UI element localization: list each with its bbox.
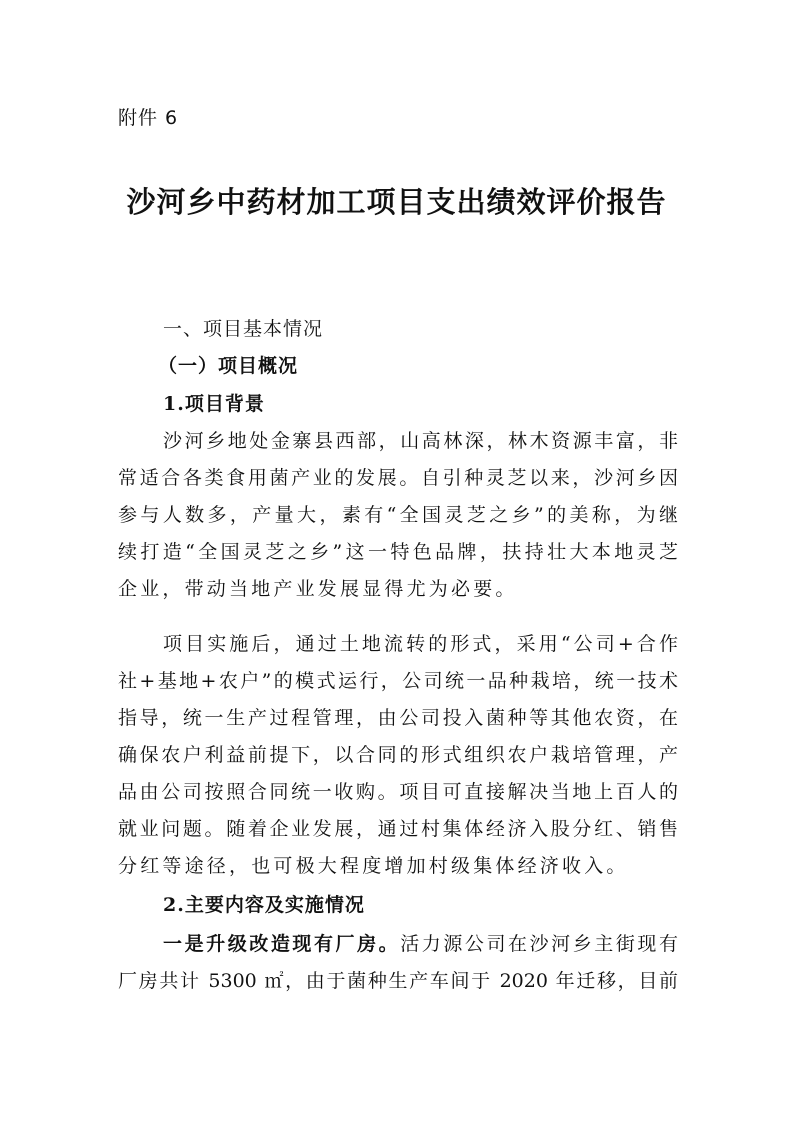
paragraph-line: 参与人数多，产量大，素有“全国灵芝之乡”的美称，为继 xyxy=(118,504,678,526)
paragraph-line: 社+基地+农户”的模式运行，公司统一品种栽培，统一技术 xyxy=(118,670,678,692)
paragraph-line: 分红等途径，也可极大程度增加村级集体经济收入。 xyxy=(118,855,629,877)
bold-lead-phrase: 一是升级改造现有厂房。 xyxy=(163,933,401,955)
item-heading-main-content: 2.主要内容及实施情况 xyxy=(163,894,365,916)
paragraph-line: 沙河乡地处金寨县西部，山高林深，林木资源丰富，非 xyxy=(163,430,678,452)
section-heading-1: 一、项目基本情况 xyxy=(163,318,324,340)
paragraph-line: 确保农户利益前提下，以合同的形式组织农户栽培管理，产 xyxy=(118,744,678,766)
paragraph-line: 企业，带动当地产业发展显得尤为必要。 xyxy=(118,578,518,600)
paragraph-line: 就业问题。随着企业发展，通过村集体经济入股分红、销售 xyxy=(118,818,678,840)
paragraph-line: 指导，统一生产过程管理，由公司投入菌种等其他农资，在 xyxy=(118,707,678,729)
paragraph-line: 厂房共计 5300 ㎡，由于菌种生产车间于 2020 年迁移，目前 xyxy=(118,970,678,992)
paragraph-line: 常适合各类食用菌产业的发展。自引种灵芝以来，沙河乡因 xyxy=(118,467,678,489)
paragraph-line: 项目实施后，通过土地流转的形式，采用“公司+合作 xyxy=(163,633,678,655)
subsection-heading-project-overview: （一）项目概况 xyxy=(158,355,299,377)
document-title: 沙河乡中药材加工项目支出绩效评价报告 xyxy=(126,185,667,219)
attachment-label: 附件 6 xyxy=(118,107,179,129)
paragraph-text: 活力源公司在沙河乡主街现有 xyxy=(400,933,678,955)
paragraph-line xyxy=(163,929,678,956)
paragraph-line: 续打造“全国灵芝之乡”这一特色品牌，扶持壮大本地灵芝 xyxy=(118,541,678,563)
item-heading-project-background: 1.项目背景 xyxy=(163,393,265,415)
paragraph-line: 品由公司按照合同统一收购。项目可直接解决当地上百人的 xyxy=(118,781,678,803)
